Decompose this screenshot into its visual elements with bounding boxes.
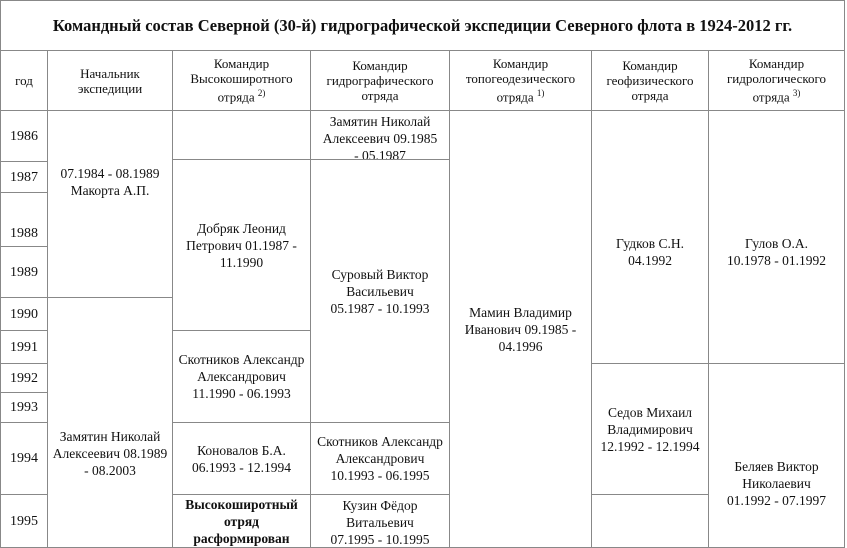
footnote-3: 3) [792, 88, 801, 99]
header-hydrological [708, 50, 845, 111]
year-1989: 1989 [0, 246, 48, 298]
high-latitude-disbanded: Высокоширотный отряд расформирован [172, 494, 311, 548]
hydrographic-suroviy: Суровый Виктор Васильевич 05.1987 - 10.1993 [310, 159, 450, 423]
header-chief: Начальник экспедиции [47, 50, 173, 111]
hydrographic-kuzin: Кузин Фёдор Витальевич 07.1995 - 10.1995 [310, 494, 450, 548]
geophysical-gudkov: Гудков С.Н. 04.1992 [591, 110, 709, 364]
header-topographic [449, 50, 592, 111]
year-1991: 1991 [0, 330, 48, 364]
footnote-2: 2) [257, 88, 266, 99]
geophysical-sedov: Седов Михаил Владимирович 12.1992 - 12.1994 [591, 363, 709, 495]
year-1995: 1995 [0, 494, 48, 548]
topographic-mamin: Мамин Владимир Иванович 09.1985 - 04.1996 [449, 110, 592, 548]
geophysical-empty [591, 494, 709, 548]
high-latitude-empty [172, 110, 311, 160]
header-high-latitude-label: Командир Высокоширотного отряда [190, 56, 293, 105]
header-hydrological-text [713, 56, 840, 104]
chief-makorta: 07.1984 - 08.1989 Макорта А.П. [47, 110, 173, 298]
hydrographic-skotnikov: Скотников Александр Александрович 10.1993 - 06.1995 [310, 422, 450, 495]
header-year: год [0, 50, 48, 111]
header-topographic-label: Командир топогеодезического отряда [465, 56, 576, 105]
year-1988: 1988 [0, 192, 48, 247]
header-high-latitude-text [177, 56, 306, 104]
high-latitude-konovalov: Коновалов Б.А. 06.1993 - 12.1994 [172, 422, 311, 495]
year-1994: 1994 [0, 422, 48, 495]
header-geophysical: Командир геофизического отряда [591, 50, 709, 111]
header-topographic-text [454, 56, 587, 104]
year-1993: 1993 [0, 392, 48, 423]
chief-zamyatin: Замятин Николай Алексеевич 08.1989 - 08.2003 [47, 297, 173, 548]
year-1987: 1987 [0, 161, 48, 193]
year-1992: 1992 [0, 363, 48, 393]
year-1990: 1990 [0, 297, 48, 331]
hydrological-gulov: Гулов О.А. 10.1978 - 01.1992 [708, 110, 845, 364]
header-hydrological-label: Командир гидрологического отряда [726, 56, 827, 105]
high-latitude-skotnikov: Скотников Александр Александрович 11.1990 - 06.1993 [172, 330, 311, 423]
hydrographic-zamyatin: Замятин Николай Алексеевич 09.1985 - 05.1987 [310, 110, 450, 160]
year-1986: 1986 [0, 110, 48, 162]
header-hydrographic: Командир гидрографического отряда [310, 50, 450, 111]
table-title: Командный состав Северной (30-й) гидрографической экспедиции Северного флота в 1924-2012 гг. [0, 0, 845, 50]
footnote-1: 1) [536, 88, 545, 99]
high-latitude-dobryak: Добряк Леонид Петрович 01.1987 - 11.1990 [172, 159, 311, 331]
header-high-latitude [172, 50, 311, 111]
hydrological-belyaev: Беляев Виктор Николаевич 01.1992 - 07.1997 [708, 363, 845, 548]
